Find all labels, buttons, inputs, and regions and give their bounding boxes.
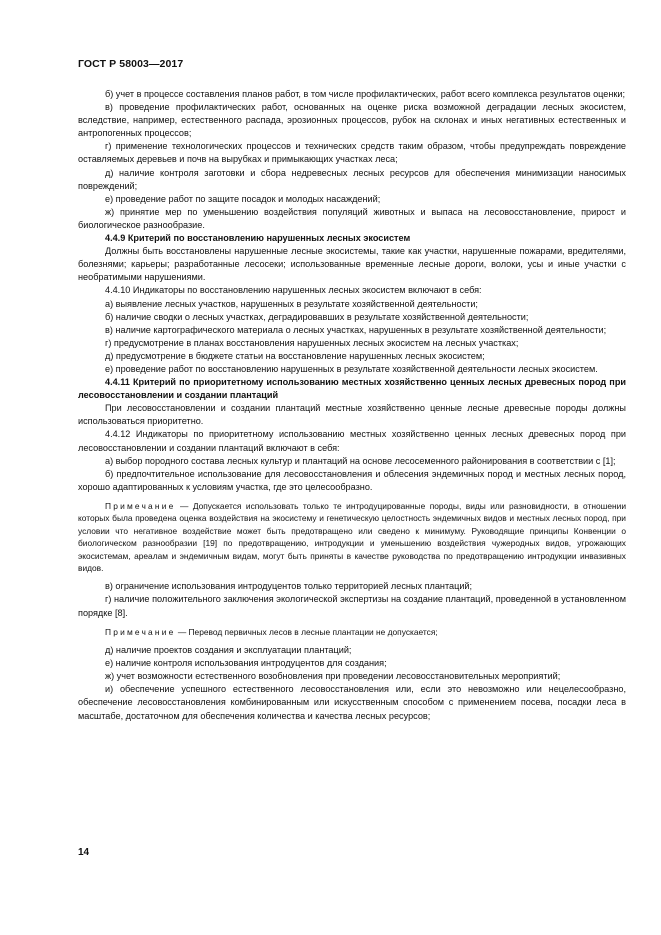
list-item-a: а) выявление лесных участков, нарушенных в результате хозяйственной деятельности; xyxy=(105,298,478,309)
list-item-d: д) наличие контроля заготовки и сбора недревесных лесных ресурсов для обеспечения минимизации наносимых повреждений; xyxy=(78,167,626,191)
note-text: — Перевод первичных лесов в лесные плантации не допускается; xyxy=(177,626,438,637)
list-item-zh: ж) учет возможности естественного возобновления при проведении лесовосстановительных мероприятий; xyxy=(105,671,561,682)
page-body xyxy=(78,88,626,723)
list-item-a: а) выбор породного состава лесных культур и плантаций на основе лесосеменного районирования в соответствии с [1]; xyxy=(105,455,616,466)
list-item-e: е) проведение работ по защите посадок и молодых насаждений; xyxy=(105,193,381,204)
section-intro-4-4-12: 4.4.12 Индикаторы по приоритетному использованию местных хозяйственно ценных лесных древесных пород при лесовосстановлении и создании плантаций включают в себя: xyxy=(78,429,626,453)
list-item-e: е) проведение работ по восстановлению нарушенных в результате хозяйственной деятельности лесных экосистем. xyxy=(105,363,598,374)
note-text: — Допускается использовать только те интродуцированные породы, виды или разновидности, в отношении которых была проведена оценка воздействия на экосистему и генетическую целостность эндемичных видов и местных лесных пород, при условии что негативное воздействие может быть предотвращено или сведено к минимуму. Руководящие принципы Конвенции о биологическом разнообразии [19] по предотвращению, интродукции и уменьшению воздействия чужеродных видов, угрожающих экосистемам, ареалам и эндемичным видам, могут быть приняты в качестве руководства по предотвращению интродукции инвазивных видов. xyxy=(78,500,627,573)
list-item-v: в) наличие картографического материала о лесных участках, нарушенных в результате хозяйственной деятельности; xyxy=(105,324,607,335)
section-heading-4-4-11: 4.4.11 Критерий по приоритетному использованию местных хозяйственно ценных лесных древесных пород при лесовосстановлении и создании плантаций xyxy=(78,377,626,401)
list-item-b: б) учет в процессе составления планов работ, в том числе профилактических, работ всего комплекса результатов оценки; xyxy=(105,89,626,99)
list-item-g: г) предусмотрение в планах восстановления нарушенных лесных экосистем на лесных участках; xyxy=(105,337,519,348)
list-item-v: в) проведение профилактических работ, основанных на оценке риска возможной деградации лесных экосистем, вследствие, например, естественного распада, эрозионных процессов, рубок на склонах и иных негативных естественных и антропогенных процессов; xyxy=(78,102,626,139)
list-item-b: б) наличие сводки о лесных участках, деградировавших в результате хозяйственной деятельности; xyxy=(105,311,529,322)
section-body-4-4-11: При лесовосстановлении и создании плантаций местные хозяйственно ценные лесные древесные породы должны использоваться приоритетно. xyxy=(78,403,626,427)
section-intro-4-4-10: 4.4.10 Индикаторы по восстановлению нарушенных лесных экосистем включают в себя: xyxy=(105,285,482,296)
note-label: Примечание xyxy=(105,626,176,637)
document-code-header: ГОСТ Р 58003—2017 xyxy=(78,58,184,70)
list-item-e: е) наличие контроля использования интродуцентов для создания; xyxy=(105,658,387,669)
list-item-d: д) наличие проектов создания и эксплуатации плантаций; xyxy=(105,645,352,656)
list-item-v: в) ограничение использования интродуцентов только территорией лесных плантаций; xyxy=(105,581,473,592)
page-number: 14 xyxy=(78,847,90,858)
list-item-g: г) наличие положительного заключения экологической экспертизы на создание плантаций, проведенной в установленном порядке [8]. xyxy=(78,594,626,618)
section-body-4-4-9: Должны быть восстановлены нарушенные лесные экосистемы, такие как участки, нарушенные пожарами, вредителями, болезнями; карьеры; разработанные лесосеки; использованные временные лесные дороги, волоки, усы и иные участки с необратимыми нарушениями. xyxy=(78,246,626,283)
section-heading-4-4-9: 4.4.9 Критерий по восстановлению нарушенных лесных экосистем xyxy=(105,233,411,244)
list-item-g: г) применение технологических процессов и технических средств таким образом, чтобы предупреждать повреждение оставляемых деревьев и почв на вырубках и примыкающих участках леса; xyxy=(78,141,626,165)
list-item-b: б) предпочтительное использование для лесовосстановления и облесения эндемичных пород и местных лесных пород, хорошо адаптированных к условиям участка, где это целесообразно. xyxy=(78,468,626,492)
list-item-d: д) предусмотрение в бюджете статьи на восстановление нарушенных лесных экосистем; xyxy=(105,350,485,361)
list-item-i: и) обеспечение успешного естественного лесовосстановления или, если это невозможно или нецелесообразно, обеспечение лесовосстановления комбинированным или искусственным способом с применением посева, посадки леса в масштабе, достаточном для обеспечения количества и качества лесных ресурсов; xyxy=(78,684,626,721)
note-block xyxy=(78,626,626,638)
note-label: Примечание xyxy=(105,500,176,511)
note-block xyxy=(78,500,626,574)
list-item-zh: ж) принятие мер по уменьшению воздействия популяций животных и выпаса на лесовосстановление, прирост и биологическое разнообразие. xyxy=(78,206,626,230)
